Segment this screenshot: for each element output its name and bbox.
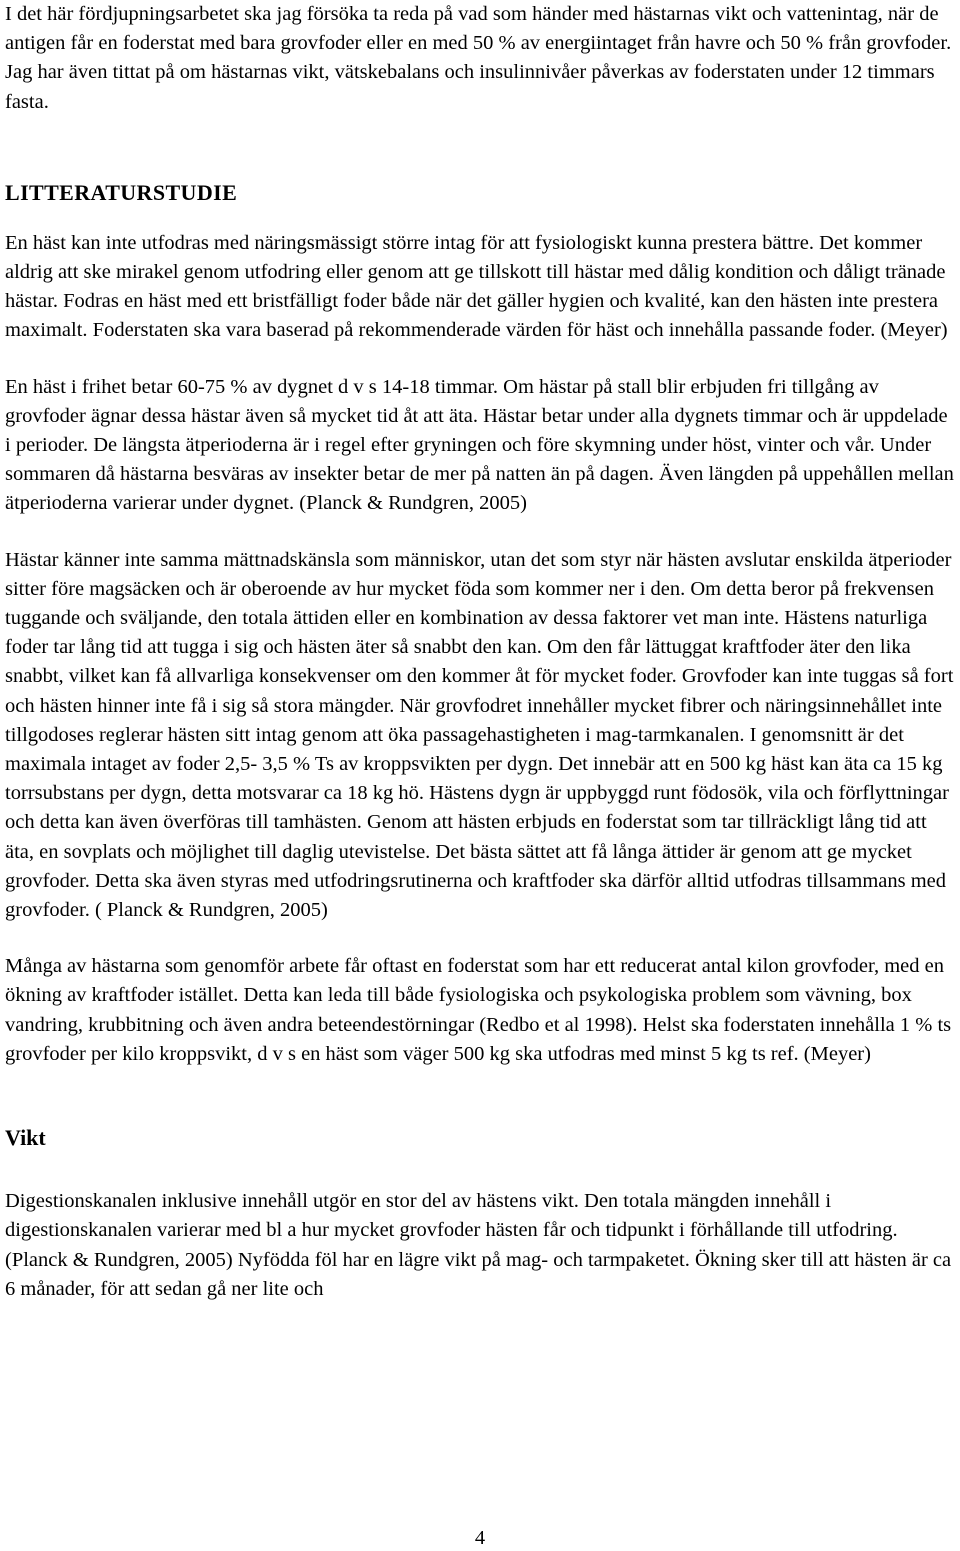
paragraph-digestive-weight: Digestionskanalen inklusive innehåll utgör en stor del av hästens vikt. Den totala mängden innehåll i digestionskanalen varierar med bl a hur mycket grovfoder hästen får och tidpunkt i förhållande till utfodring. (Planck & Rundgren, 2005) Nyfödda föl har en lägre vikt på mag- och tarmpaketet. Ökning sker till att hästen är ca 6 månader, för att sedan gå ner lite och	[5, 1190, 952, 1300]
page-number: 4	[474, 1527, 486, 1549]
intro-paragraph: I det här fördjupningsarbetet ska jag försöka ta reda på vad som händer med hästarnas vikt och vattenintag, när de antigen får en foderstat med bara grovfoder eller en med 50 % av energiintaget från havre och 50 % från grovfoder. Jag har även tittat på om hästarnas vikt, vätskebalans och insulinnivåer påverkas av foderstaten under 12 timmars fasta.	[5, 3, 952, 113]
section-heading-vikt: Vikt	[5, 1125, 46, 1151]
section-heading-litteraturstudie: LITTERATURSTUDIE	[5, 179, 238, 205]
paragraph-satiety: Hästar känner inte samma mättnadskänsla som människor, utan det som styr när hästen avslutar enskilda ätperioder sitter före magsäcken och är oberoende av hur mycket föda som kommer ner i den. Om detta beror på frekvensen tuggande och sväljande, den totala ättiden eller en kombination av dessa faktorer vet man inte. Hästens naturliga foder tar lång tid att tugga i sig och hästen äter så snabbt den kan. Om den får lättuggat kraftfoder äter den lika snabbt, vilket kan få allvarliga konsekvenser om den kommer åt för mycket foder. Grovfoder kan inte tuggas så fort och hästen hinner inte få i sig så stora mängder. När grovfodret innehåller mycket fibrer och näringsinnehållet inte tillgodoses reglerar hästen sitt intag genom att öka passagehastigheten i mag-tarmkanalen. I genomsnitt är det maximala intaget av foder 2,5- 3,5 % Ts av kroppsvikten per dygn. Det innebär att en 500 kg häst kan äta ca 15 kg torrsubstans per dygn, detta motsvarar ca 18 kg hö. Hästens dygn är uppbyggd runt födosök, vila och förflyttningar och detta kan även överföras till tamhästen. Genom att hästen erbjuds en foderstat som tar tillräckligt lång tid att äta, en sovplats och möjlighet till daglig utevistelse. Det bästa sättet att få långa ättider är genom att ge mycket grovfoder. Detta ska även styras med utfodringsrutinerna och kraftfoder ska därför alltid utfodras tillsammans med grovfoder. ( Planck & Rundgren, 2005)	[5, 548, 954, 922]
paragraph-grazing-time: En häst i frihet betar 60-75 % av dygnet d v s 14-18 timmar. Om hästar på stall blir erbjuden fri tillgång av grovfoder ägnar dessa hästar även så mycket tid åt att äta. Hästar betar under alla dygnets timmar och är uppdelade i perioder. De längsta ätperioderna är i regel efter gryningen och före skymning under höst, vinter och vår. Under sommaren då hästarna besväras av insekter betar de mer på natten än på dagen. Även längden på uppehållen mellan ätperioderna varierar under dygnet. (Planck & Rundgren, 2005)	[5, 375, 954, 515]
paragraph-nutrition-performance: En häst kan inte utfodras med näringsmässigt större intag för att fysiologiskt kunna prestera bättre. Det kommer aldrig att ske mirakel genom utfodring eller genom att ge tillskott till hästar med dålig kondition och dåligt tränade hästar. Fodras en häst med ett bristfälligt foder både när det gäller hygien och kvalité, kan den hästen inte prestera maximalt. Foderstaten ska vara baserad på rekommenderade värden för häst och innehålla passande foder. (Meyer)	[5, 231, 948, 342]
document-page	[5, 0, 957, 1304]
paragraph-behaviour-problems: Många av hästarna som genomför arbete får oftast en foderstat som har ett reducerat antal kilon grovfoder, med en ökning av kraftfoder istället. Detta kan leda till både fysiologiska och psykologiska problem som vävning, box vandring, krubbitning och även andra beteendestörningar (Redbo et al 1998). Helst ska foderstaten innehålla 1 % ts grovfoder per kilo kroppsvikt, d v s en häst som väger 500 kg ska utfodras med minst 5 kg ts ref. (Meyer)	[5, 955, 952, 1065]
